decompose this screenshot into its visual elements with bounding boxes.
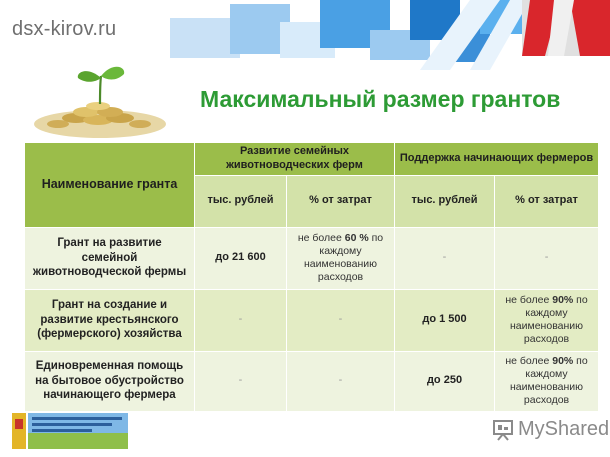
site-label: dsx-kirov.ru (12, 18, 117, 40)
myshared-watermark (492, 418, 609, 441)
percent-cell: не более 90% по каждому наименованию расходов (495, 351, 599, 411)
ministry-emblem-logo (12, 411, 128, 451)
grants-table (24, 142, 599, 412)
grant-name-cell: Единовременная помощь на бытовое обустройство начинающего фермера (25, 351, 195, 411)
percent-cell: не более 60 % по каждому наименованию расходов (287, 227, 395, 289)
table-row (25, 289, 599, 351)
header-mosaic-graphic (150, 0, 610, 70)
watermark-text: MyShared (518, 418, 610, 440)
amount-cell: до 250 (395, 351, 495, 411)
amount-cell: - (195, 351, 287, 411)
percent-cell: не более 90% по каждому наименованию расходов (495, 289, 599, 351)
coins-with-sprout-icon (28, 58, 178, 140)
subheader-percent-costs-2: % от затрат (495, 175, 599, 227)
column-header-grant-name: Наименование гранта (25, 143, 195, 228)
group-header-family-farms: Развитие семейных животноводческих ферм (195, 143, 395, 176)
grant-name-cell: Грант на создание и развитие крестьянского (фермерского) хозяйства (25, 289, 195, 351)
table-row (25, 351, 599, 411)
amount-cell: - (195, 289, 287, 351)
subheader-thousand-rubles-2: тыс. рублей (395, 175, 495, 227)
slide-title: Максимальный размер грантов (200, 86, 561, 112)
percent-cell: - (495, 227, 599, 289)
percent-cell: - (287, 289, 395, 351)
presentation-board-icon (492, 419, 514, 441)
amount-cell: до 1 500 (395, 289, 495, 351)
amount-cell: до 21 600 (195, 227, 287, 289)
subheader-thousand-rubles-1: тыс. рублей (195, 175, 287, 227)
grant-name-cell: Грант на развитие семейной животноводческой фермы (25, 227, 195, 289)
percent-cell: - (287, 351, 395, 411)
group-header-beginning-farmers: Поддержка начинающих фермеров (395, 143, 599, 176)
subheader-percent-costs-1: % от затрат (287, 175, 395, 227)
amount-cell: - (395, 227, 495, 289)
table-row (25, 227, 599, 289)
